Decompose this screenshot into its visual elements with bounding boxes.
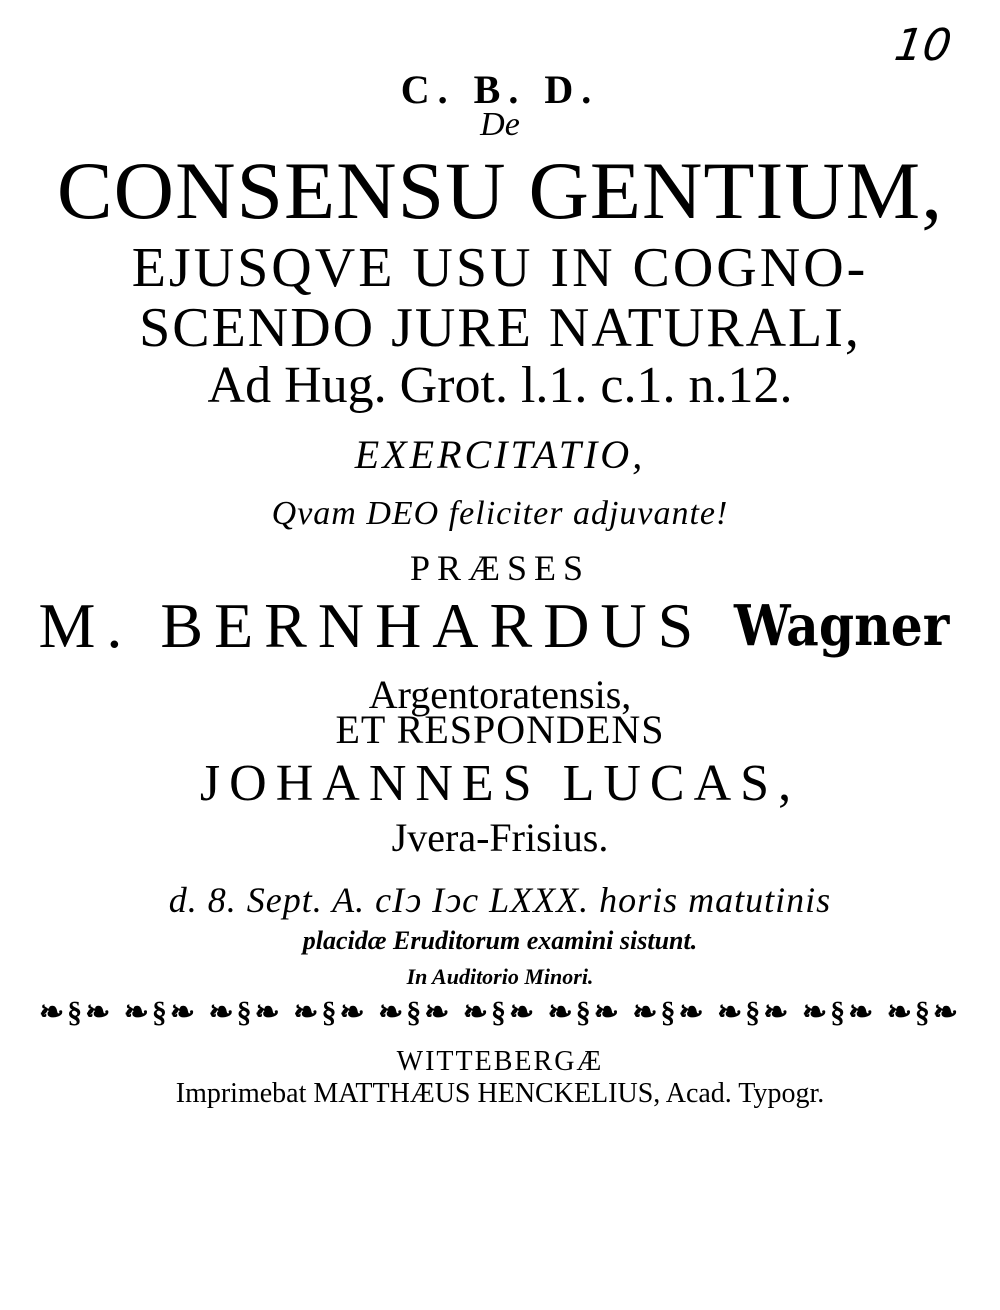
date-line: d. 8. Sept. A. cIↄ Iↄc LXXX. horis matutinis xyxy=(168,880,832,920)
examination-line: placidæ Eruditorum examini sistunt. xyxy=(302,926,698,955)
auditorium-line: In Auditorio Minori. xyxy=(406,964,594,989)
praeses-name: M. BERNHARDUS xyxy=(38,590,705,661)
respondens-name: JOHANNES LUCAS, xyxy=(199,755,801,812)
page-number: 10 xyxy=(891,20,955,71)
title-line-1: CONSENSU GENTIUM, xyxy=(56,145,944,236)
title-line-4: Ad Hug. Grot. l.1. c.1. n.12. xyxy=(207,357,793,414)
header-initials: C. B. D. xyxy=(400,67,600,112)
header-preposition: De xyxy=(480,106,520,143)
praeses-row xyxy=(0,590,1000,661)
praeses-origin: Argentoratensis, xyxy=(368,672,632,717)
respondens-label: ET RESPONDENS xyxy=(335,707,665,752)
praeses-surname: Wagner xyxy=(734,593,950,659)
respondens-origin: Jvera-Frisius. xyxy=(391,815,609,860)
exercitatio-heading: EXERCITATIO, xyxy=(354,432,646,477)
dedication-line: Qvam DEO feliciter adjuvante! xyxy=(271,495,729,532)
title-line-3: SCENDO JURE NATURALI, xyxy=(139,297,861,359)
title-line-2: EJUSQVE USU IN COGNO- xyxy=(131,237,869,299)
imprint-city: WITTEBERGÆ xyxy=(396,1046,604,1077)
imprint-printer: Imprimebat MATTHÆUS HENCKELIUS, Acad. Typogr. xyxy=(175,1078,825,1109)
ornament-rule: ❧§❧ ❧§❧ ❧§❧ ❧§❧ ❧§❧ ❧§❧ ❧§❧ ❧§❧ ❧§❧ ❧§❧ ❧§❧ xyxy=(38,996,961,1029)
praeses-label: PRÆSES xyxy=(409,548,591,588)
